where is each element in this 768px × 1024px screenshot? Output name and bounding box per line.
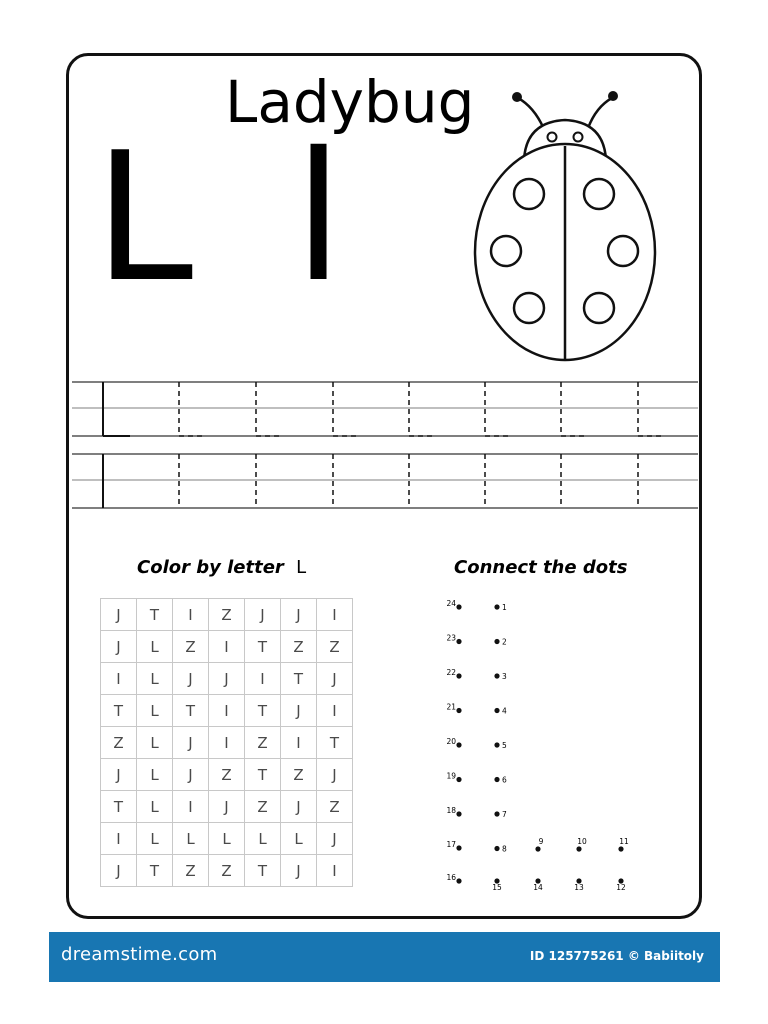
grid-cell[interactable]: J xyxy=(317,823,353,855)
grid-cell[interactable]: L xyxy=(209,823,245,855)
tracing-rows xyxy=(72,380,698,510)
grid-row xyxy=(101,855,353,887)
big-letters: L l xyxy=(94,114,366,321)
grid-cell[interactable]: I xyxy=(209,727,245,759)
dot xyxy=(576,846,581,851)
grid-cell[interactable]: L xyxy=(281,823,317,855)
dot xyxy=(456,811,461,816)
dot xyxy=(456,777,461,782)
grid-cell[interactable]: J xyxy=(317,759,353,791)
dot-label: 24 xyxy=(446,599,456,608)
color-by-letter-target: L xyxy=(296,557,307,578)
grid-cell[interactable]: I xyxy=(317,855,353,887)
grid-cell[interactable]: Z xyxy=(173,631,209,663)
grid-cell[interactable]: Z xyxy=(173,855,209,887)
color-by-letter-label xyxy=(137,557,306,578)
dot-label: 1 xyxy=(502,603,507,612)
dot xyxy=(456,673,461,678)
dot-label: 14 xyxy=(533,883,543,892)
image-credit: ID 125775261 © Babiitoly xyxy=(529,949,704,963)
grid-cell[interactable]: Z xyxy=(281,759,317,791)
grid-cell[interactable]: L xyxy=(137,663,173,695)
dot xyxy=(494,811,499,816)
grid-cell[interactable]: T xyxy=(245,631,281,663)
grid-cell[interactable]: Z xyxy=(245,791,281,823)
dot xyxy=(494,777,499,782)
dot xyxy=(535,846,540,851)
dot-label: 22 xyxy=(446,668,456,677)
dot-label: 5 xyxy=(502,741,507,750)
grid-cell[interactable]: T xyxy=(317,727,353,759)
grid-cell[interactable]: T xyxy=(245,695,281,727)
grid-row xyxy=(101,727,353,759)
dot-label: 7 xyxy=(502,810,507,819)
grid-cell[interactable]: J xyxy=(281,599,317,631)
grid-cell[interactable]: T xyxy=(245,759,281,791)
grid-cell[interactable]: Z xyxy=(101,727,137,759)
worksheet-title: Ladybug xyxy=(225,68,475,136)
grid-cell[interactable]: J xyxy=(101,759,137,791)
dot-label: 10 xyxy=(577,837,587,846)
dot-label: 3 xyxy=(502,672,507,681)
dot xyxy=(456,742,461,747)
grid-row xyxy=(101,791,353,823)
grid-cell[interactable]: J xyxy=(209,791,245,823)
grid-cell[interactable]: I xyxy=(209,695,245,727)
grid-cell[interactable]: L xyxy=(245,823,281,855)
grid-cell[interactable]: Z xyxy=(209,599,245,631)
dot-label: 8 xyxy=(502,844,507,854)
grid-cell[interactable]: L xyxy=(137,695,173,727)
dot-label: 21 xyxy=(446,702,456,712)
grid-cell[interactable]: J xyxy=(281,791,317,823)
grid-cell[interactable]: J xyxy=(281,695,317,727)
grid-cell[interactable]: I xyxy=(173,791,209,823)
dot xyxy=(494,742,499,747)
grid-cell[interactable]: L xyxy=(137,631,173,663)
dot-label: 18 xyxy=(446,806,456,815)
dot-label: 6 xyxy=(502,775,507,785)
grid-cell[interactable]: Z xyxy=(209,855,245,887)
connect-dots-diagram xyxy=(440,595,660,895)
grid-cell[interactable]: J xyxy=(281,855,317,887)
grid-cell[interactable]: J xyxy=(101,599,137,631)
grid-row xyxy=(101,759,353,791)
dot-label: 15 xyxy=(492,883,502,892)
grid-cell[interactable]: J xyxy=(173,727,209,759)
color-by-letter-text: Color by letter xyxy=(137,557,284,578)
grid-cell[interactable]: I xyxy=(245,663,281,695)
grid-cell[interactable]: I xyxy=(317,599,353,631)
grid-cell[interactable]: J xyxy=(173,663,209,695)
grid-cell[interactable]: J xyxy=(209,663,245,695)
dot-label: 11 xyxy=(619,837,629,846)
dot-label: 19 xyxy=(446,771,456,781)
grid-cell[interactable]: I xyxy=(281,727,317,759)
grid-cell[interactable]: Z xyxy=(245,727,281,759)
antenna-tip-right xyxy=(608,91,618,101)
dot xyxy=(494,673,499,678)
grid-cell[interactable]: Z xyxy=(281,631,317,663)
grid-cell[interactable]: J xyxy=(101,855,137,887)
dot-label: 2 xyxy=(502,637,507,647)
dot-label: 9 xyxy=(538,837,544,846)
grid-cell[interactable]: I xyxy=(317,695,353,727)
grid-cell[interactable]: Z xyxy=(317,791,353,823)
grid-cell[interactable]: T xyxy=(245,855,281,887)
dot xyxy=(494,604,499,609)
dot xyxy=(456,604,461,609)
grid-cell[interactable]: T xyxy=(281,663,317,695)
connect-dots-label: Connect the dots xyxy=(454,557,628,578)
dot xyxy=(618,846,623,851)
dot xyxy=(494,708,499,713)
grid-cell[interactable]: J xyxy=(101,631,137,663)
dot xyxy=(456,878,461,883)
grid-cell[interactable]: I xyxy=(101,663,137,695)
grid-cell[interactable]: J xyxy=(317,663,353,695)
grid-row xyxy=(101,631,353,663)
dot xyxy=(456,708,461,713)
grid-cell[interactable]: Z xyxy=(209,759,245,791)
grid-cell[interactable]: T xyxy=(137,855,173,887)
dot-label: 23 xyxy=(446,633,456,643)
ladybug-illustration xyxy=(466,82,666,366)
dot-label: 17 xyxy=(446,840,456,849)
grid-cell[interactable]: J xyxy=(245,599,281,631)
grid-row xyxy=(101,663,353,695)
dot-label: 20 xyxy=(446,737,456,746)
grid-cell[interactable]: L xyxy=(137,759,173,791)
grid-cell[interactable]: L xyxy=(137,823,173,855)
grid-cell[interactable]: L xyxy=(173,823,209,855)
grid-cell[interactable]: T xyxy=(173,695,209,727)
dot-label: 12 xyxy=(616,883,626,892)
dot xyxy=(494,846,499,851)
grid-row xyxy=(101,599,353,631)
grid-cell[interactable]: L xyxy=(137,727,173,759)
grid-cell[interactable]: J xyxy=(173,759,209,791)
antenna-tip-left xyxy=(512,92,522,102)
grid-cell[interactable]: I xyxy=(209,631,245,663)
footer-bar xyxy=(49,932,720,982)
dot-label: 4 xyxy=(502,706,507,716)
grid-cell[interactable]: I xyxy=(101,823,137,855)
dot xyxy=(494,639,499,644)
grid-row xyxy=(101,695,353,727)
color-by-letter-grid xyxy=(100,598,353,887)
grid-cell[interactable]: Z xyxy=(317,631,353,663)
grid-cell[interactable]: T xyxy=(101,695,137,727)
brand-logo: dreamstime.com xyxy=(61,944,218,965)
dot-label: 16 xyxy=(446,873,456,882)
grid-cell[interactable]: I xyxy=(173,599,209,631)
dot-label: 13 xyxy=(574,883,584,892)
grid-cell[interactable]: T xyxy=(137,599,173,631)
dot xyxy=(456,639,461,644)
grid-cell[interactable]: T xyxy=(101,791,137,823)
dot xyxy=(456,845,461,850)
grid-row xyxy=(101,823,353,855)
grid-cell[interactable]: L xyxy=(137,791,173,823)
